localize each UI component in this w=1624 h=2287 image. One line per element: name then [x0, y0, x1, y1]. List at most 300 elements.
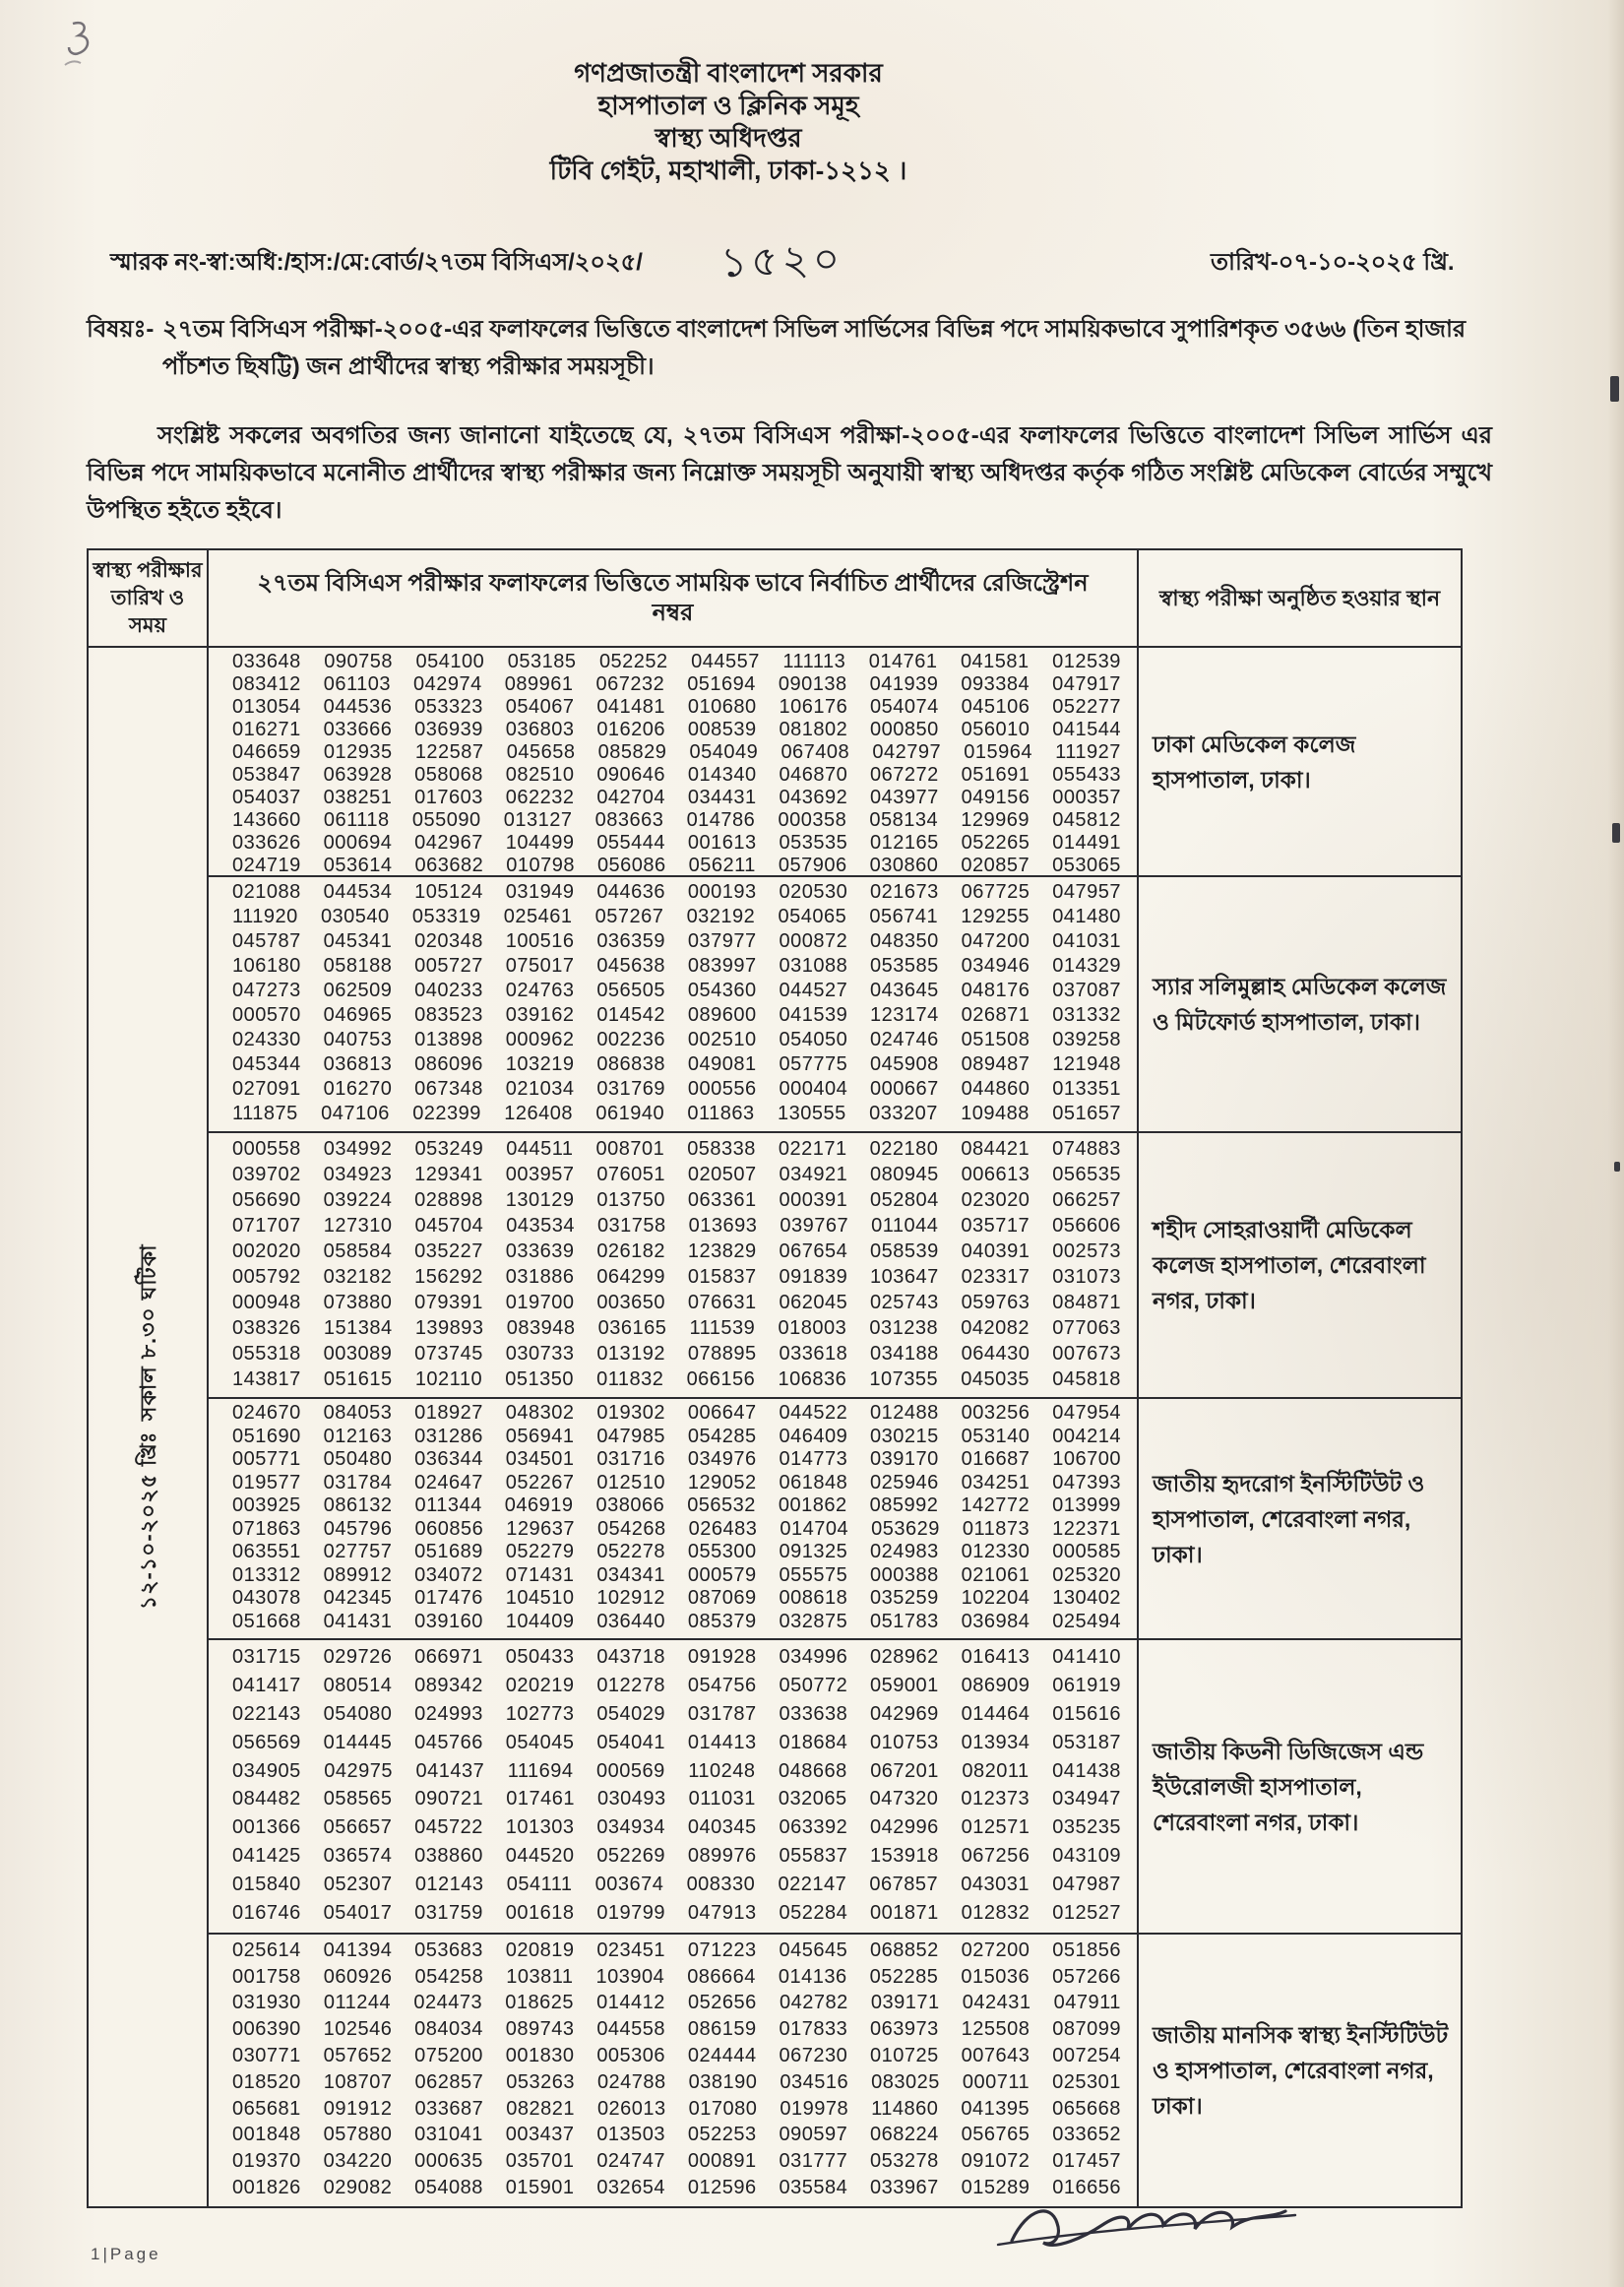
- registration-number: 015840: [232, 1874, 301, 1896]
- registration-number: 085829: [597, 741, 667, 763]
- registration-number: 014136: [778, 1965, 847, 1988]
- registration-number: 129637: [506, 1517, 575, 1540]
- registration-number-row: [232, 1053, 1121, 1076]
- registration-number-row: [232, 1788, 1121, 1811]
- registration-number: 020348: [414, 930, 483, 952]
- registration-number: 035584: [779, 2177, 848, 2199]
- registration-number: 034516: [780, 2070, 849, 2093]
- registration-number: 038066: [595, 1494, 665, 1517]
- registration-number: 029082: [323, 2177, 393, 2199]
- registration-number: 041394: [323, 1938, 393, 1961]
- registration-number: 035717: [961, 1214, 1031, 1237]
- exam-date-time-cell: [89, 648, 209, 2206]
- registration-number: 013351: [1052, 1078, 1121, 1100]
- registration-number: 142772: [961, 1494, 1031, 1517]
- registration-number: 091928: [687, 1645, 757, 1668]
- registration-number-row: [232, 1675, 1121, 1697]
- registration-number: 058338: [687, 1137, 756, 1160]
- registration-number-row: [232, 1518, 1121, 1541]
- registration-number: 052284: [779, 1901, 848, 1924]
- registration-number-row: [232, 787, 1121, 809]
- registration-number: 050433: [505, 1645, 575, 1668]
- registration-number: 061848: [779, 1471, 848, 1493]
- registration-number-row: [232, 1703, 1121, 1726]
- registration-numbers-block: [209, 877, 1139, 1133]
- registration-number: 086132: [323, 1494, 393, 1517]
- registration-number: 052277: [1052, 696, 1121, 718]
- registration-number-row: [232, 1611, 1121, 1633]
- registration-number: 052253: [687, 2124, 757, 2146]
- registration-number: 054074: [870, 696, 939, 718]
- registration-number: 084034: [414, 2018, 483, 2041]
- registration-number: 033618: [779, 1342, 848, 1365]
- registration-number: 047987: [1052, 1874, 1121, 1896]
- registration-number: 055444: [596, 832, 666, 854]
- registration-number: 000391: [779, 1188, 848, 1211]
- registration-number: 056532: [687, 1494, 756, 1517]
- registration-number: 048302: [505, 1402, 575, 1425]
- registration-number: 054100: [415, 651, 485, 672]
- registration-number: 021034: [505, 1078, 575, 1100]
- registration-number: 053614: [323, 855, 393, 876]
- registration-number: 053263: [506, 2070, 575, 2093]
- registration-number: 104499: [505, 832, 575, 854]
- registration-number: 122587: [414, 741, 484, 763]
- registration-number: 031715: [232, 1645, 301, 1668]
- registration-number: 047957: [1052, 881, 1121, 903]
- registration-number: 052267: [505, 1471, 575, 1493]
- registration-number: 054045: [505, 1731, 575, 1753]
- registration-number: 054017: [323, 1901, 393, 1924]
- registration-number: 042704: [596, 787, 666, 808]
- registration-number: 034921: [779, 1163, 848, 1185]
- registration-number: 011044: [871, 1214, 939, 1237]
- registration-number: 000850: [870, 719, 939, 740]
- registration-number: 075200: [414, 2045, 483, 2067]
- registration-number: 014445: [323, 1731, 393, 1753]
- registration-number: 051694: [687, 673, 756, 695]
- registration-number: 042974: [412, 673, 482, 695]
- registration-number: 111113: [782, 651, 846, 672]
- signature-icon: [994, 2184, 1299, 2272]
- registration-number: 033207: [869, 1103, 938, 1124]
- registration-number-row: [232, 881, 1121, 904]
- registration-number: 042967: [414, 832, 483, 854]
- registration-number: 012571: [961, 1816, 1031, 1839]
- registration-number: 083997: [687, 955, 757, 977]
- registration-number: 024788: [596, 2070, 666, 2093]
- registration-number: 011344: [414, 1494, 482, 1517]
- registration-number-row: [232, 1103, 1121, 1125]
- table-header-row: [89, 550, 1461, 646]
- registration-number: 012832: [961, 1901, 1031, 1924]
- registration-number: 071863: [232, 1517, 301, 1540]
- registration-number: 015289: [961, 2177, 1031, 2199]
- exam-date: ১২-১০-২০২৫ খ্রিঃ: [135, 1430, 160, 1611]
- registration-number: 083025: [871, 2070, 940, 2093]
- registration-number-row: [232, 1215, 1121, 1238]
- registration-number: 022171: [778, 1137, 847, 1160]
- registration-number: 045344: [232, 1053, 301, 1075]
- registration-number: 061118: [323, 809, 390, 831]
- registration-number: 020507: [687, 1163, 757, 1185]
- registration-number: 041480: [1052, 906, 1121, 927]
- registration-number: 018520: [232, 2070, 301, 2093]
- registration-number-row: [232, 673, 1121, 696]
- registration-number: 016206: [596, 719, 666, 740]
- registration-number-row: [232, 1564, 1121, 1587]
- registration-numbers-block: [209, 648, 1139, 877]
- registration-number: 056657: [323, 1816, 393, 1839]
- registration-number: 130402: [1052, 1587, 1121, 1610]
- registration-number: 044527: [779, 980, 848, 1001]
- registration-number: 041437: [415, 1759, 485, 1782]
- registration-number: 046870: [779, 764, 848, 786]
- registration-number: 010753: [870, 1731, 939, 1753]
- scan-edge-mark: [1612, 823, 1620, 843]
- registration-number-row: [232, 2124, 1121, 2146]
- registration-number-row: [232, 719, 1121, 741]
- registration-number: 083523: [414, 1004, 483, 1026]
- registration-number: 012143: [414, 1874, 484, 1896]
- registration-number: 003256: [961, 1402, 1031, 1425]
- registration-number: 004214: [1052, 1425, 1121, 1447]
- registration-number: 019302: [596, 1402, 666, 1425]
- registration-number: 033626: [232, 832, 301, 854]
- registration-number: 045638: [596, 955, 666, 977]
- registration-number: 007643: [961, 2045, 1031, 2067]
- registration-number: 102110: [414, 1367, 483, 1390]
- registration-number-row: [232, 1004, 1121, 1027]
- registration-number: 081802: [779, 719, 848, 740]
- registration-number-row: [232, 855, 1121, 877]
- registration-number: 025301: [1052, 2070, 1121, 2093]
- registration-number: 106180: [232, 955, 301, 977]
- registration-number: 030860: [869, 855, 939, 876]
- registration-number: 034501: [505, 1448, 575, 1471]
- registration-number: 052278: [596, 1541, 666, 1563]
- registration-number: 026013: [596, 2097, 666, 2120]
- registration-number: 057652: [323, 2045, 393, 2067]
- registration-number: 045341: [323, 930, 393, 952]
- registration-number: 104510: [505, 1587, 575, 1610]
- registration-number: 057880: [323, 2124, 393, 2146]
- registration-number: 024719: [232, 855, 301, 876]
- registration-number-row: [232, 1966, 1121, 1989]
- registration-number: 089976: [687, 1845, 757, 1868]
- registration-number: 102204: [961, 1587, 1031, 1610]
- registration-number: 041581: [960, 651, 1030, 672]
- registration-number-row: [232, 1845, 1121, 1868]
- registration-number: 066971: [414, 1645, 483, 1668]
- registration-number: 031930: [232, 1992, 301, 2014]
- registration-number: 058188: [323, 955, 393, 977]
- registration-number: 091912: [323, 2097, 393, 2120]
- registration-number: 008618: [779, 1587, 848, 1610]
- registration-number: 025743: [870, 1291, 939, 1313]
- registration-number: 058584: [323, 1239, 393, 1262]
- registration-number: 020857: [961, 855, 1031, 876]
- registration-number: 084053: [323, 1402, 393, 1425]
- registration-number: 051689: [414, 1541, 483, 1563]
- registration-number: 013192: [596, 1342, 666, 1365]
- registration-number: 129341: [414, 1163, 483, 1185]
- registration-number: 044536: [323, 696, 393, 718]
- registration-number: 040753: [323, 1029, 393, 1050]
- registration-number: 054029: [596, 1702, 666, 1725]
- registration-number: 056086: [596, 855, 666, 876]
- registration-number: 041410: [1052, 1645, 1121, 1668]
- registration-number: 079391: [414, 1291, 483, 1313]
- registration-number: 102773: [505, 1702, 575, 1725]
- registration-number: 017476: [414, 1587, 483, 1610]
- registration-number-row: [232, 696, 1121, 719]
- registration-number: 024473: [413, 1992, 483, 2014]
- registration-number: 015964: [964, 741, 1032, 763]
- registration-number: 008330: [686, 1874, 756, 1896]
- registration-number: 058068: [414, 764, 483, 786]
- registration-number: 024330: [232, 1029, 301, 1050]
- registration-number: 156292: [414, 1265, 483, 1288]
- registration-number: 011832: [596, 1367, 664, 1390]
- registration-number: 034923: [323, 1163, 393, 1185]
- registration-number: 045722: [414, 1816, 483, 1839]
- registration-number: 106836: [778, 1367, 847, 1390]
- registration-number: 062045: [779, 1291, 848, 1313]
- registration-numbers-block: [209, 1399, 1139, 1640]
- registration-number: 010725: [870, 2045, 939, 2067]
- registration-number: 143817: [232, 1367, 301, 1390]
- registration-number: 091839: [779, 1265, 848, 1288]
- registration-number: 043692: [779, 787, 848, 808]
- registration-number: 102912: [596, 1587, 666, 1610]
- registration-number: 109488: [961, 1103, 1030, 1124]
- registration-number: 022143: [232, 1702, 301, 1725]
- registration-number: 034947: [1052, 1788, 1121, 1811]
- registration-number: 005727: [414, 955, 483, 977]
- government-name: গণপ্রজাতন্ত্রী বাংলাদেশ সরকার: [574, 58, 883, 88]
- registration-number: 048350: [870, 930, 939, 952]
- registration-number: 054360: [687, 980, 757, 1001]
- registration-number: 014413: [687, 1731, 757, 1753]
- registration-number: 042969: [870, 1702, 939, 1725]
- registration-number: 044534: [323, 881, 393, 903]
- registration-number: 045106: [961, 696, 1031, 718]
- registration-number: 054088: [414, 2177, 483, 2199]
- registration-number: 033648: [232, 651, 301, 672]
- registration-number: 054049: [689, 741, 759, 763]
- registration-number: 041438: [1052, 1759, 1121, 1782]
- registration-number-row: [232, 2045, 1121, 2067]
- registration-number-row: [232, 651, 1121, 673]
- registration-number: 054067: [505, 696, 575, 718]
- registration-number: 001758: [232, 1965, 301, 1988]
- registration-number: 034905: [232, 1759, 301, 1782]
- registration-number: 089600: [687, 1004, 757, 1026]
- registration-number: 067654: [779, 1239, 848, 1262]
- registration-number: 012935: [323, 741, 393, 763]
- registration-number: 019577: [232, 1471, 301, 1493]
- registration-number: 055318: [232, 1342, 301, 1365]
- registration-number: 000711: [962, 2070, 1031, 2093]
- registration-number: 017461: [506, 1788, 575, 1811]
- registration-number: 039171: [870, 1992, 940, 2014]
- registration-number: 034934: [596, 1816, 666, 1839]
- registration-number: 017833: [779, 2018, 848, 2041]
- registration-number: 048668: [778, 1759, 847, 1782]
- registration-number: 093384: [961, 673, 1031, 695]
- registration-number: 089743: [505, 2018, 575, 2041]
- registration-number: 001826: [232, 2177, 301, 2199]
- registration-number: 000357: [1052, 787, 1121, 808]
- registration-number: 001871: [870, 1901, 939, 1924]
- registration-number: 000585: [1052, 1541, 1121, 1563]
- registration-number-row: [232, 1164, 1121, 1186]
- registration-number: 058565: [323, 1788, 393, 1811]
- registration-number: 065668: [1052, 2097, 1121, 2120]
- registration-number: 000891: [687, 2150, 757, 2173]
- registration-number: 022180: [869, 1137, 939, 1160]
- registration-number: 085992: [869, 1494, 939, 1517]
- registration-number: 014464: [961, 1702, 1031, 1725]
- registration-number: 012163: [323, 1425, 393, 1447]
- registration-number: 044860: [961, 1078, 1031, 1100]
- registration-number: 130129: [505, 1188, 575, 1211]
- registration-number: 041939: [869, 673, 939, 695]
- registration-number: 024763: [505, 980, 575, 1001]
- registration-number-row: [232, 1029, 1121, 1051]
- registration-number: 063392: [779, 1816, 848, 1839]
- registration-number: 086664: [687, 1965, 756, 1988]
- registration-number: 059001: [870, 1674, 939, 1696]
- table-body: [89, 646, 1461, 2206]
- registration-number: 002510: [687, 1029, 757, 1050]
- registration-number: 129052: [687, 1471, 757, 1493]
- registration-number: 047273: [232, 980, 301, 1001]
- registration-number: 036939: [414, 719, 483, 740]
- registration-number: 053323: [414, 696, 483, 718]
- registration-number: 033638: [779, 1702, 848, 1725]
- registration-number: 041481: [596, 696, 666, 718]
- registration-number: 013693: [688, 1214, 758, 1237]
- registration-number: 090646: [596, 764, 666, 786]
- registration-number: 058134: [869, 809, 939, 831]
- registration-number: 125508: [961, 2018, 1031, 2041]
- registration-number-row: [232, 1138, 1121, 1161]
- registration-number: 006390: [232, 2018, 301, 2041]
- registration-number: 064430: [961, 1342, 1031, 1365]
- registration-number: 019799: [596, 1901, 666, 1924]
- registration-number: 051690: [232, 1425, 301, 1447]
- registration-number: 043534: [506, 1214, 575, 1237]
- registration-number: 084482: [232, 1788, 301, 1811]
- registration-number: 021673: [870, 881, 939, 903]
- registration-number: 055300: [687, 1541, 757, 1563]
- registration-number: 041425: [232, 1845, 301, 1868]
- header-registration-numbers: ২৭তম বিসিএস পরীক্ষার ফলাফলের ভিত্তিতে সাময়িক ভাবে নির্বাচিত প্রার্থীদের রেজিস্ট্রেশন নম্বর: [209, 550, 1139, 646]
- registration-number: 056690: [232, 1188, 301, 1211]
- registration-number: 031073: [1052, 1265, 1121, 1288]
- registration-number: 029726: [323, 1645, 393, 1668]
- registration-number: 014491: [1052, 832, 1121, 854]
- registration-number: 003957: [505, 1163, 575, 1185]
- registration-number: 053249: [414, 1137, 484, 1160]
- registration-number: 122371: [1052, 1517, 1121, 1540]
- registration-number: 033639: [505, 1239, 575, 1262]
- registration-number: 127310: [323, 1214, 393, 1237]
- registration-number: 073880: [323, 1291, 393, 1313]
- registration-number: 017457: [1052, 2150, 1121, 2173]
- registration-number: 016656: [1052, 2177, 1121, 2199]
- memo-date: তারিখ-০৭-১০-২০২৫ খ্রি.: [1211, 249, 1455, 276]
- registration-number: 034072: [414, 1563, 483, 1586]
- registration-number: 008701: [595, 1137, 665, 1160]
- registration-number: 007673: [1052, 1342, 1121, 1365]
- registration-number: 000962: [505, 1029, 575, 1050]
- registration-number: 089342: [414, 1674, 483, 1696]
- registration-number: 012488: [870, 1402, 939, 1425]
- registration-number-row: [232, 2150, 1121, 2173]
- registration-number: 151384: [323, 1316, 393, 1339]
- registration-number: 077063: [1052, 1316, 1121, 1339]
- registration-number: 031238: [869, 1316, 939, 1339]
- registration-number: 056941: [505, 1425, 575, 1447]
- registration-number: 103904: [595, 1965, 665, 1988]
- registration-number: 040345: [687, 1816, 757, 1839]
- registration-number-row: [232, 1902, 1121, 1925]
- registration-number: 057266: [1052, 1965, 1121, 1988]
- registration-number: 052656: [688, 1992, 757, 2014]
- registration-number: 107355: [869, 1367, 939, 1390]
- registration-number: 045908: [870, 1053, 939, 1075]
- registration-number: 066257: [1052, 1188, 1121, 1211]
- registration-number: 025461: [503, 906, 573, 927]
- registration-number: 046659: [232, 741, 301, 763]
- registration-number: 002573: [1052, 1239, 1121, 1262]
- registration-number: 103647: [870, 1265, 939, 1288]
- registration-number: 012510: [596, 1471, 666, 1493]
- registration-number: 051508: [961, 1029, 1031, 1050]
- registration-number: 055090: [411, 809, 481, 831]
- registration-number: 047954: [1052, 1402, 1121, 1425]
- registration-number: 056505: [596, 980, 666, 1001]
- registration-number: 056569: [232, 1731, 301, 1753]
- registration-number: 031787: [687, 1702, 757, 1725]
- registration-number: 068224: [870, 2124, 939, 2146]
- registration-number: 039224: [323, 1188, 393, 1211]
- registration-number: 013999: [1052, 1494, 1121, 1517]
- registration-number: 035701: [505, 2150, 575, 2173]
- registration-number: 045645: [779, 1938, 848, 1961]
- registration-number: 002020: [232, 1239, 301, 1262]
- registration-number: 024746: [870, 1029, 939, 1050]
- registration-number: 036813: [323, 1053, 393, 1075]
- registration-number: 111927: [1055, 741, 1121, 763]
- registration-number: 063928: [323, 764, 393, 786]
- registration-number: 063551: [232, 1541, 301, 1563]
- registration-number: 020819: [505, 1938, 575, 1961]
- registration-number: 025614: [232, 1938, 301, 1961]
- registration-number: 030733: [505, 1342, 575, 1365]
- registration-number: 027091: [232, 1078, 301, 1100]
- registration-number: 052279: [505, 1541, 575, 1563]
- registration-number: 001613: [687, 832, 757, 854]
- registration-number: 023317: [961, 1265, 1031, 1288]
- registration-number: 032654: [596, 2177, 666, 2199]
- registration-number: 015616: [1052, 1702, 1121, 1725]
- registration-number: 051691: [961, 764, 1031, 786]
- registration-number: 067272: [870, 764, 939, 786]
